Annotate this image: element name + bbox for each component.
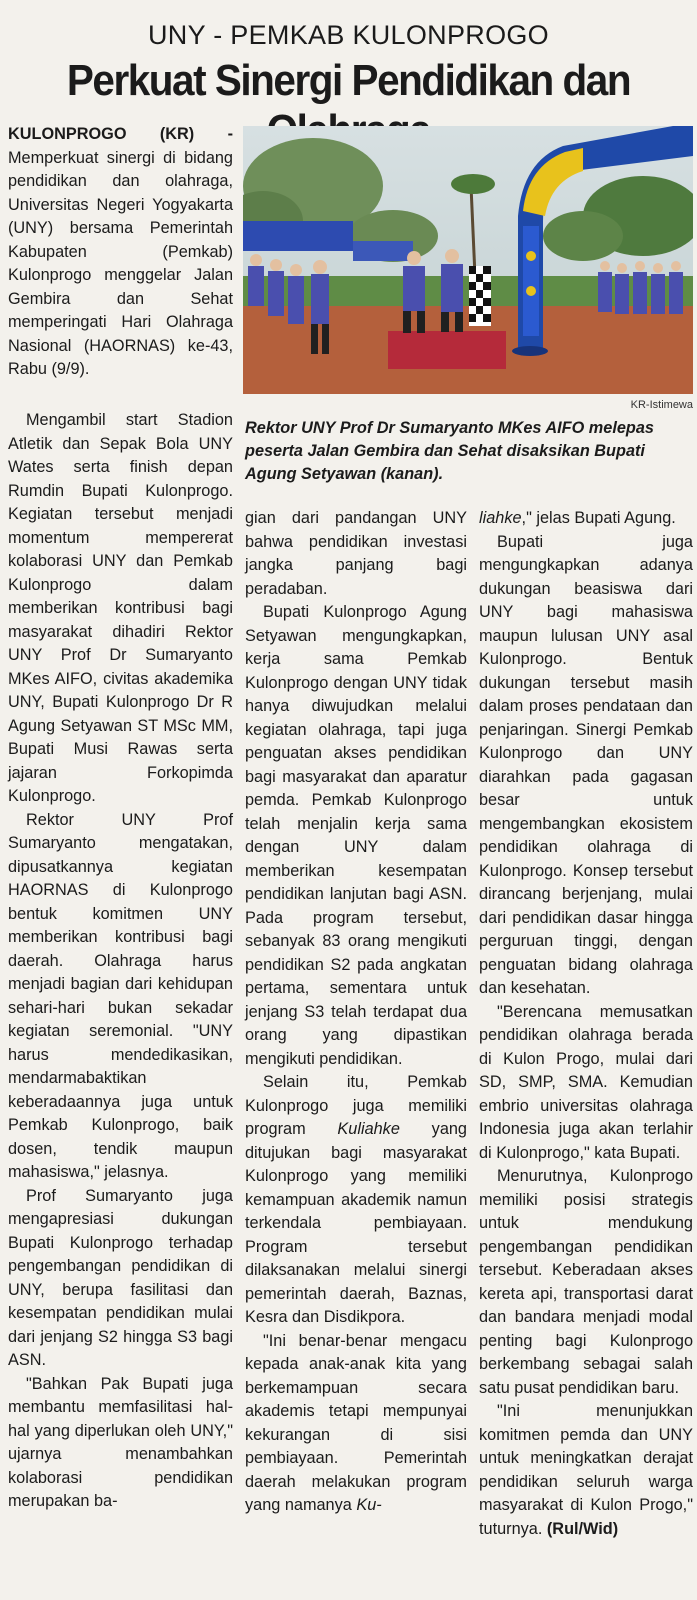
paragraph: "Berencana memusatkan pendidikan olahraga berada di Kulon Progo, mulai dari SD, SMP, SMA. Kemudian embrio universitas olahraga Indonesia juga akan terlahir di Kulonprogo," kata Bupati. [479, 1002, 693, 1162]
paragraph [479, 507, 693, 531]
paragraph [479, 1400, 693, 1541]
paragraph [245, 1330, 467, 1518]
text-run: ," jelas Bupati Agung. [521, 509, 676, 527]
lead-paragraph-column [8, 123, 233, 382]
dateline: KULONPROGO (KR) - [8, 125, 233, 143]
lead-text: Memperkuat sinergi di bidang pendidikan dan olahraga, Universitas Negeri Yogyakarta (UNY) bersama Pemerintah Kabupaten (Pemkab) Kulonprogo menggelar Jalan Gembira dan Sehat memperingati Hari Olahraga Nasional (HAORNAS) ke-43, Rabu (9/9). [8, 148, 233, 378]
author-signature: (Rul/Wid) [546, 1519, 619, 1538]
paragraph: Bupati Kulonprogo Agung Setyawan mengungkapkan, kerja sama Pemkab Kulonprogo dengan UNY tidak hanya diwujudkan melalui kegiatan olahraga, tapi juga penguatan akses pendidikan bagi masyarakat dan aparatur pemda. Pemkab Kulonprogo telah menjalin kerja sama dengan UNY dalam memberikan kesempatan pendidikan lanjutan bagi ASN. Pada program tersebut, sebanyak 83 orang mengikuti pendidikan S2 pada angkatan pertama, sementara untuk jenjang S3 telah terdapat dua orang yang dipastikan mengikuti pendidikan. [245, 603, 467, 1068]
paragraph [245, 1071, 467, 1330]
text-run: yang ditujukan bagi masyarakat Kulonprogo yang memiliki kemampuan akademik namun terkendala pembiayaan. Program tersebut dilaksanakan melalui sinergi pemerintah daerah, Baznas, Kesra dan Disdikpora. [245, 1120, 467, 1326]
paragraph: "Bahkan Pak Bupati juga membantu memfasilitasi hal-hal yang diperlukan oleh UNY," ujarnya menambahkan kolaborasi pendidikan merupakan ba- [8, 1374, 233, 1510]
text-run: "Ini menunjukkan komitmen pemda dan UNY untuk meningkatkan derajat pendidikan seluruh warga masyarakat di Kulon Progo," tuturnya. [479, 1402, 693, 1538]
paragraph: Bupati juga mengungkapkan adanya dukungan beasiswa dari UNY bagi mahasiswa maupun lulusan UNY asal Kulonprogo. Bentuk dukungan tersebut masih dalam proses pendataan dan penjaringan. Sinergi Pemkab Kulonprogo dan UNY diarahkan pada gagasan besar untuk mengembangkan ekosistem pendidikan olahraga di Kulonprogo. Konsep tersebut dirancang berjenjang, mulai dari pendidikan dasar hingga perguruan tinggi, dengan penguatan bidang olahraga dan kesehatan. [479, 532, 693, 997]
photo-credit: KR-Istimewa [630, 399, 693, 411]
paragraph: Menurutnya, Kulonprogo memiliki posisi strategis untuk mendukung pengembangan pendidikan tersebut. Keberadaan akses kereta api, transportasi darat dan bandara menjadi modal penting bagi Kulonprogo berkembang sebagai salah satu pusat pendidikan baru. [479, 1167, 693, 1397]
article-column-1 [8, 409, 233, 1514]
program-name: liahke [479, 509, 522, 527]
lead-paragraph [8, 123, 233, 382]
paragraph: Prof Sumaryanto juga mengapresiasi dukungan Bupati Kulonprogo terhadap pengembangan pendidikan di UNY, berupa fasilitasi dan kesempatan pendidikan mulai dari jenjang S2 hingga S3 bagi ASN. [8, 1186, 233, 1369]
text-run: Selain itu, Pemkab Kulonprogo juga memiliki program [245, 1073, 467, 1138]
paragraph: Mengambil start Stadion Atletik dan Sepak Bola UNY Wates serta finish depan Rumdin Bupati Kulonprogo. Kegiatan tersebut menjadi momentum mempererat kolaborasi UNY dan Pemkab Kulonprogo dalam memberikan kontribusi bagi masyarakat dihadiri Rektor UNY Prof Dr Sumaryanto MKes AIFO, civitas akademika UNY, Bupati Kulonprogo Dr R Agung Setyawan ST MSc MM, Bupati Musi Rawas serta jajaran Forkopimda Kulonprogo. [8, 411, 233, 805]
article-kicker: UNY - PEMKAB KULONPROGO [148, 20, 549, 50]
news-photo [243, 126, 693, 394]
paragraph: gian dari pandangan UNY bahwa pendidikan investasi jangka panjang bagi peradaban. [245, 509, 467, 598]
photo-caption: Rektor UNY Prof Dr Sumaryanto MKes AIFO melepas peserta Jalan Gembira dan Sehat disaksikan Bupati Agung Setyawan (kanan). [245, 419, 654, 483]
article-column-3 [479, 507, 693, 1541]
photo-illustration [243, 126, 693, 394]
text-run: "Ini benar-benar mengacu kepada anak-anak kita yang berkemampuan secara akademis tetapi mempunyai kekurangan di sisi pembiayaan. Pemerintah daerah melakukan program yang namanya [245, 1331, 467, 1514]
paragraph: Rektor UNY Prof Sumaryanto mengatakan, dipusatkannya kegiatan HAORNAS di Kulonprogo bentuk komitmen UNY memberikan kontribusi bagi daerah. Olahraga harus menjadi bagian dari kehidupan sehari-hari bukan sekadar kegiatan seremonial. "UNY harus mendedikasikan, mendarmabaktikan keberadaannya juga untuk Pemkab Kulonprogo, baik dosen, tendik maupun mahasiswa," jelasnya. [8, 810, 233, 1181]
article-headline: Perkuat Sinergi Pendidikan dan [66, 56, 631, 105]
program-name: Ku- [356, 1496, 382, 1514]
article-column-2 [245, 507, 467, 1518]
program-name: Kuliahke [337, 1120, 400, 1138]
